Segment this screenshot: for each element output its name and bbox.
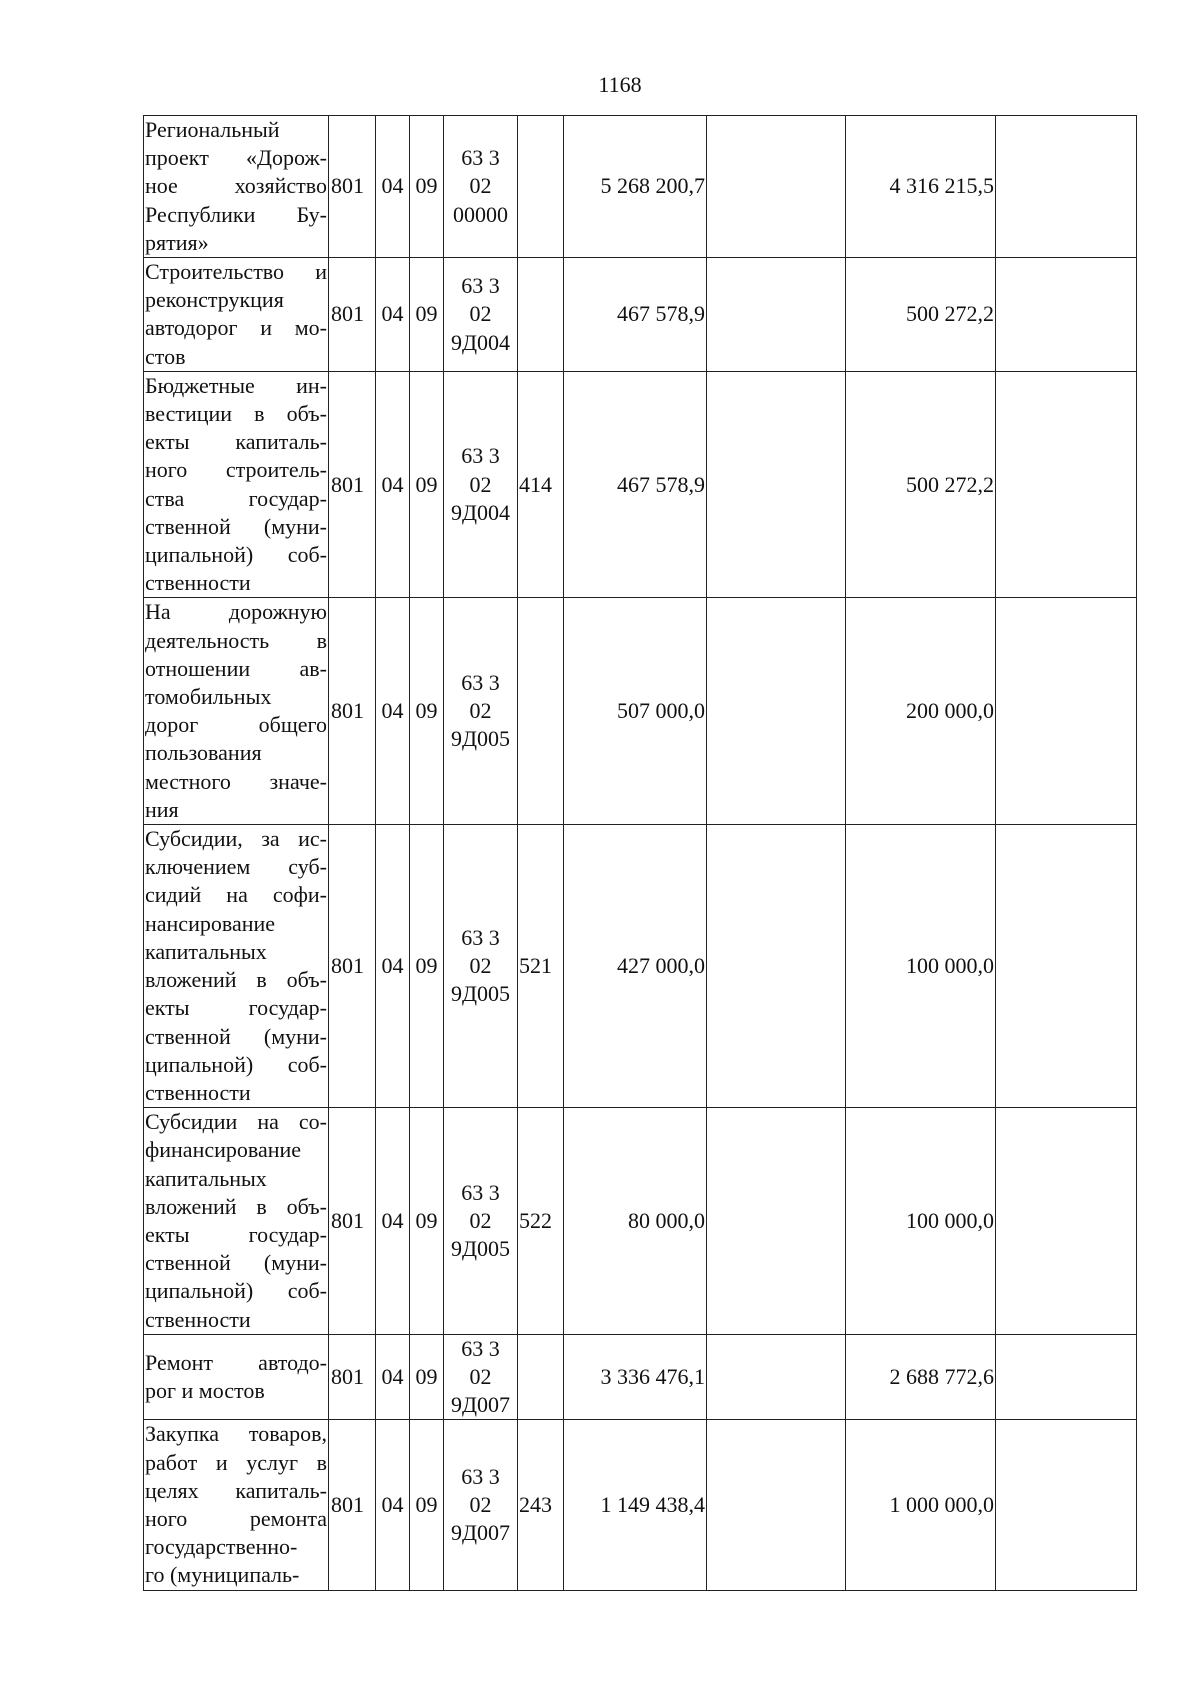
target-article-line: 02 <box>469 301 492 327</box>
expense-type-cell <box>518 1334 564 1420</box>
expense-type-cell: 522 <box>518 1108 564 1335</box>
target-article-line: 63 3 <box>461 145 500 171</box>
row-name-line: ственной (муни- <box>145 1023 327 1049</box>
row-name-line: ного строитель- <box>145 457 327 483</box>
grbs-code-cell: 801 <box>329 1334 376 1420</box>
amount-cell-2 <box>707 116 846 258</box>
section-code-cell: 04 <box>376 598 410 825</box>
row-name-line: ственной (муни- <box>145 1250 327 1276</box>
row-name-line: томобильных <box>145 684 272 710</box>
row-name-line: ства государ- <box>145 485 327 511</box>
section-code-cell: 04 <box>376 371 410 598</box>
amount-cell-4 <box>996 598 1137 825</box>
row-name-cell <box>144 825 329 1108</box>
amount-cell-2 <box>707 1420 846 1590</box>
row-name-line: Закупка товаров, <box>145 1421 327 1447</box>
row-name-cell <box>144 1334 329 1420</box>
grbs-code-cell: 801 <box>329 825 376 1108</box>
amount-cell-3: 2 688 772,6 <box>846 1334 996 1420</box>
expense-type-cell: 414 <box>518 371 564 598</box>
row-name-cell <box>144 116 329 258</box>
subsection-code-cell: 09 <box>410 258 444 372</box>
table-body <box>144 116 1137 1591</box>
row-name-line: капитальных <box>145 1165 267 1191</box>
target-article-line: 00000 <box>453 201 508 227</box>
target-article-line: 9Д005 <box>450 726 510 752</box>
table-row <box>144 1420 1137 1590</box>
amount-cell-4 <box>996 1108 1137 1335</box>
table-row <box>144 598 1137 825</box>
table-row <box>144 371 1137 598</box>
subsection-code-cell: 09 <box>410 598 444 825</box>
row-name-line: ципальной) соб- <box>145 542 327 568</box>
grbs-code-cell: 801 <box>329 258 376 372</box>
row-name-line: ное хозяйство <box>145 173 327 199</box>
amount-cell-3: 500 272,2 <box>846 371 996 598</box>
row-name-cell <box>144 598 329 825</box>
row-name-line: вложений в объ- <box>145 1193 327 1219</box>
row-name-cell <box>144 371 329 598</box>
target-article-line: 9Д005 <box>450 981 510 1007</box>
row-name-line: деятельность в <box>145 627 327 653</box>
target-article-line: 9Д004 <box>450 499 510 525</box>
amount-cell-2 <box>707 371 846 598</box>
target-article-line: 63 3 <box>461 1463 500 1489</box>
row-name-line: стов <box>145 343 186 369</box>
target-article-line: 63 3 <box>461 1179 500 1205</box>
target-article-line: 02 <box>469 1363 492 1389</box>
row-name-line: финансирование <box>145 1137 302 1163</box>
row-name-cell <box>144 1420 329 1590</box>
amount-cell-1: 467 578,9 <box>564 371 707 598</box>
section-code-cell: 04 <box>376 116 410 258</box>
row-name-line: го (муниципаль- <box>145 1562 300 1588</box>
subsection-code-cell: 09 <box>410 1334 444 1420</box>
row-name-line: екты государ- <box>145 995 327 1021</box>
row-name-line: работ и услуг в <box>145 1449 327 1475</box>
amount-cell-2 <box>707 598 846 825</box>
target-article-cell <box>444 1334 518 1420</box>
row-name-line: Бюджетные ин- <box>145 372 327 398</box>
row-name-line: капитальных <box>145 938 267 964</box>
row-name-line: рятия» <box>145 229 209 255</box>
target-article-cell <box>444 1108 518 1335</box>
row-name-line: рог и мостов <box>145 1378 265 1404</box>
amount-cell-1: 1 149 438,4 <box>564 1420 707 1590</box>
amount-cell-1: 3 336 476,1 <box>564 1334 707 1420</box>
row-name-line: реконструкция <box>145 287 284 313</box>
target-article-cell <box>444 258 518 372</box>
subsection-code-cell: 09 <box>410 1108 444 1335</box>
row-name-line: ключением суб- <box>145 854 327 880</box>
amount-cell-3: 1 000 000,0 <box>846 1420 996 1590</box>
target-article-line: 9Д004 <box>450 329 510 355</box>
section-code-cell: 04 <box>376 1334 410 1420</box>
row-name-line: дорог общего <box>145 712 327 738</box>
amount-cell-4 <box>996 371 1137 598</box>
subsection-code-cell: 09 <box>410 371 444 598</box>
amount-cell-3: 500 272,2 <box>846 258 996 372</box>
row-name-line: екты капиталь- <box>145 429 327 455</box>
row-name-line: вестиции в объ- <box>145 401 327 427</box>
target-article-line: 63 3 <box>461 443 500 469</box>
target-article-line: 9Д007 <box>450 1520 510 1546</box>
amount-cell-2 <box>707 1108 846 1335</box>
row-name-line: екты государ- <box>145 1221 327 1247</box>
amount-cell-1: 427 000,0 <box>564 825 707 1108</box>
row-name-line: ственности <box>145 1079 251 1105</box>
amount-cell-3: 100 000,0 <box>846 1108 996 1335</box>
section-code-cell: 04 <box>376 1420 410 1590</box>
target-article-line: 02 <box>469 698 492 724</box>
row-name-line: нансирование <box>145 910 276 936</box>
row-name-line: ципальной) соб- <box>145 1051 327 1077</box>
expense-type-cell: 521 <box>518 825 564 1108</box>
page-number: 1168 <box>598 72 642 97</box>
section-code-cell: 04 <box>376 258 410 372</box>
row-name-line: Строительство и <box>145 259 327 285</box>
section-code-cell: 04 <box>376 825 410 1108</box>
row-name-line: проект «Дорож- <box>145 145 327 171</box>
expense-type-cell <box>518 116 564 258</box>
target-article-line: 63 3 <box>461 924 500 950</box>
row-name-line: ственности <box>145 570 251 596</box>
grbs-code-cell: 801 <box>329 116 376 258</box>
grbs-code-cell: 801 <box>329 1420 376 1590</box>
amount-cell-1: 80 000,0 <box>564 1108 707 1335</box>
row-name-line: отношении ав- <box>145 655 327 681</box>
target-article-cell <box>444 598 518 825</box>
amount-cell-2 <box>707 825 846 1108</box>
target-article-cell <box>444 116 518 258</box>
amount-cell-1: 507 000,0 <box>564 598 707 825</box>
grbs-code-cell: 801 <box>329 371 376 598</box>
amount-cell-3: 200 000,0 <box>846 598 996 825</box>
target-article-cell <box>444 825 518 1108</box>
row-name-line: вложений в объ- <box>145 967 327 993</box>
target-article-line: 63 3 <box>461 1335 500 1361</box>
amount-cell-4 <box>996 1334 1137 1420</box>
amount-cell-3: 4 316 215,5 <box>846 116 996 258</box>
target-article-cell <box>444 371 518 598</box>
subsection-code-cell: 09 <box>410 825 444 1108</box>
target-article-line: 63 3 <box>461 273 500 299</box>
row-name-line: Ремонт автодо- <box>145 1349 327 1375</box>
row-name-line: Субсидии на со- <box>145 1109 327 1135</box>
expense-type-cell <box>518 258 564 372</box>
table-row <box>144 1108 1137 1335</box>
row-name-line: ния <box>145 796 179 822</box>
amount-cell-4 <box>996 116 1137 258</box>
budget-table <box>143 115 1137 1591</box>
table-row <box>144 116 1137 258</box>
row-name-line: Региональный <box>145 117 280 142</box>
grbs-code-cell: 801 <box>329 1108 376 1335</box>
target-article-cell <box>444 1420 518 1590</box>
amount-cell-1: 467 578,9 <box>564 258 707 372</box>
target-article-line: 02 <box>469 471 492 497</box>
grbs-code-cell: 801 <box>329 598 376 825</box>
amount-cell-3: 100 000,0 <box>846 825 996 1108</box>
row-name-cell <box>144 1108 329 1335</box>
target-article-line: 9Д007 <box>450 1392 510 1418</box>
table-row <box>144 825 1137 1108</box>
target-article-line: 02 <box>469 952 492 978</box>
section-code-cell: 04 <box>376 1108 410 1335</box>
amount-cell-4 <box>996 1420 1137 1590</box>
expense-type-cell: 243 <box>518 1420 564 1590</box>
row-name-line: местного значе- <box>145 768 327 794</box>
target-article-line: 63 3 <box>461 669 500 695</box>
row-name-line: ственности <box>145 1306 251 1332</box>
target-article-line: 02 <box>469 173 492 199</box>
row-name-line: ственной (муни- <box>145 513 327 539</box>
row-name-line: ного ремонта <box>145 1505 327 1531</box>
expense-type-cell <box>518 598 564 825</box>
row-name-line: Республики Бу- <box>145 201 327 227</box>
subsection-code-cell: 09 <box>410 1420 444 1590</box>
row-name-cell <box>144 258 329 372</box>
amount-cell-2 <box>707 258 846 372</box>
table-row <box>144 1334 1137 1420</box>
row-name-line: государственно- <box>145 1534 298 1560</box>
row-name-line: сидий на софи- <box>145 882 327 908</box>
row-name-line: автодорог и мо- <box>145 315 327 341</box>
table-row <box>144 258 1137 372</box>
row-name-line: Субсидии, за ис- <box>145 826 327 852</box>
subsection-code-cell: 09 <box>410 116 444 258</box>
amount-cell-1: 5 268 200,7 <box>564 116 707 258</box>
row-name-line: пользования <box>145 740 262 766</box>
row-name-line: ципальной) соб- <box>145 1278 327 1304</box>
row-name-line: целях капиталь- <box>145 1477 327 1503</box>
target-article-line: 9Д005 <box>450 1236 510 1262</box>
target-article-line: 02 <box>469 1491 492 1517</box>
amount-cell-4 <box>996 825 1137 1108</box>
amount-cell-2 <box>707 1334 846 1420</box>
amount-cell-4 <box>996 258 1137 372</box>
target-article-line: 02 <box>469 1207 492 1233</box>
row-name-line: На дорожную <box>145 599 327 625</box>
